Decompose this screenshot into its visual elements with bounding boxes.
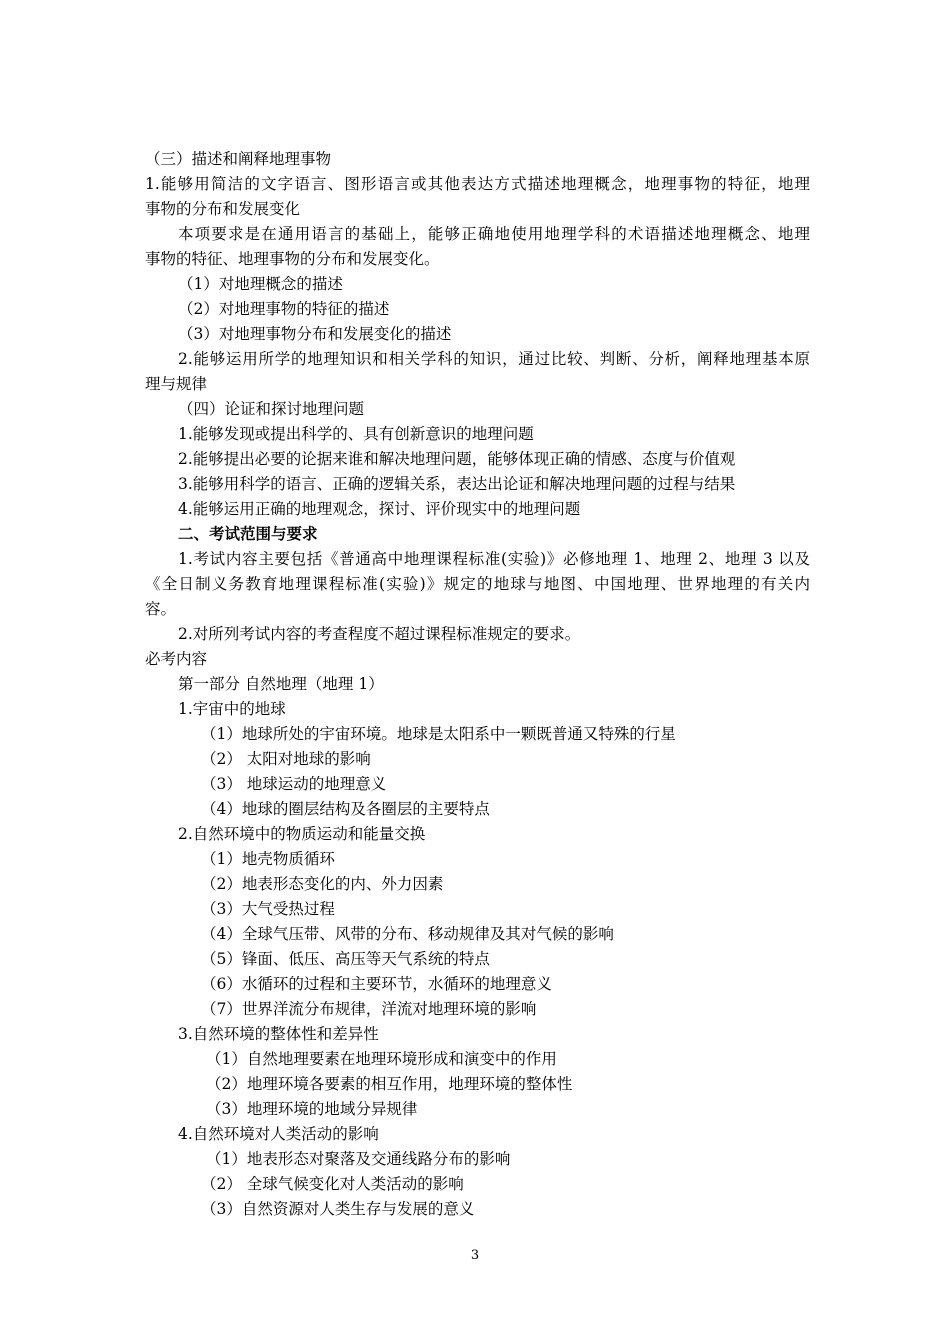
list-item: （3）大气受热过程: [201, 900, 335, 918]
list-item: 4.能够运用正确的地理观念，探讨、评价现实中的地理问题: [178, 500, 581, 518]
list-item: （3）地理环境的地域分异规律: [206, 1100, 418, 1118]
paragraph-line: 本项要求是在通用语言的基础上，能够正确地使用地理学科的术语描述地理概念、地理: [178, 225, 810, 243]
paragraph-line: 2.对所列考试内容的考查程度不超过课程标准规定的要求。: [178, 625, 581, 643]
list-item: （1）对地理概念的描述: [178, 275, 343, 293]
list-item: （3）对地理事物分布和发展变化的描述: [178, 325, 452, 343]
list-item: （4）全球气压带、风带的分布、移动规律及其对气候的影响: [201, 925, 614, 943]
topic-heading: 4.自然环境对人类活动的影响: [178, 1125, 379, 1143]
paragraph-line: 1.考试内容主要包括《普通高中地理课程标准(实验)》必修地理 1、地理 2、地理 3 以及: [178, 550, 810, 568]
list-item: （1）地表形态对聚落及交通线路分布的影响: [206, 1150, 511, 1168]
paragraph-line: 事物的分布和发展变化: [145, 200, 301, 218]
list-item: （1）自然地理要素在地理环境形成和演变中的作用: [206, 1050, 557, 1068]
paragraph-line: 2.能够运用所学的地理知识和相关学科的知识，通过比较、判断、分析，阐释地理基本原: [178, 350, 810, 368]
paragraph-line: 《全日制义务教育地理课程标准(实验)》规定的地球与地图、中国地理、世界地理的有关内: [145, 575, 810, 593]
list-item: （7）世界洋流分布规律，洋流对地理环境的影响: [201, 1000, 537, 1018]
list-item: 1.能够发现或提出科学的、具有创新意识的地理问题: [178, 425, 534, 443]
section-heading: 二、考试范围与要求: [178, 524, 318, 543]
list-item: （4）地球的圈层结构及各圈层的主要特点: [201, 800, 490, 818]
list-item: （2）地表形态变化的内、外力因素: [201, 875, 444, 893]
paragraph-line: 容。: [145, 600, 177, 618]
page-number: 3: [470, 1248, 480, 1263]
list-item: （2） 太阳对地球的影响: [201, 750, 371, 768]
section-heading: 必考内容: [145, 650, 208, 668]
list-item: （2）对地理事物的特征的描述: [178, 300, 390, 318]
list-item: 3.能够用科学的语言、正确的逻辑关系，表达出论证和解决地理问题的过程与结果: [178, 475, 736, 493]
list-item: （3） 地球运动的地理意义: [201, 775, 387, 793]
list-item: （6）水循环的过程和主要环节，水循环的地理意义: [201, 975, 552, 993]
list-item: （2）地理环境各要素的相互作用，地理环境的整体性: [206, 1075, 573, 1093]
part-heading: 第一部分 自然地理（地理 1）: [178, 675, 384, 693]
list-item: （5）锋面、低压、高压等天气系统的特点: [201, 950, 490, 968]
paragraph-line: 1.能够用简洁的文字语言、图形语言或其他表达方式描述地理概念，地理事物的特征，地理: [145, 175, 810, 193]
topic-heading: 3.自然环境的整体性和差异性: [178, 1025, 379, 1043]
topic-heading: 2.自然环境中的物质运动和能量交换: [178, 825, 426, 843]
list-item: （1）地壳物质循环: [201, 850, 335, 868]
paragraph-line: 事物的特征、地理事物的分布和发展变化。: [145, 250, 440, 268]
list-item: （1）地球所处的宇宙环境。地球是太阳系中一颗既普通又特殊的行星: [201, 725, 676, 743]
list-item: （3）自然资源对人类生存与发展的意义: [201, 1200, 475, 1218]
section-heading: （四）论证和探讨地理问题: [178, 400, 365, 418]
list-item: 2.能够提出必要的论据来谁和解决地理问题，能够体现正确的情感、态度与价值观: [178, 450, 736, 468]
paragraph-line: 理与规律: [145, 375, 208, 393]
list-item: （2） 全球气候变化对人类活动的影响: [201, 1175, 464, 1193]
topic-heading: 1.宇宙中的地球: [178, 700, 286, 718]
section-heading: （三）描述和阐释地理事物: [145, 150, 332, 168]
